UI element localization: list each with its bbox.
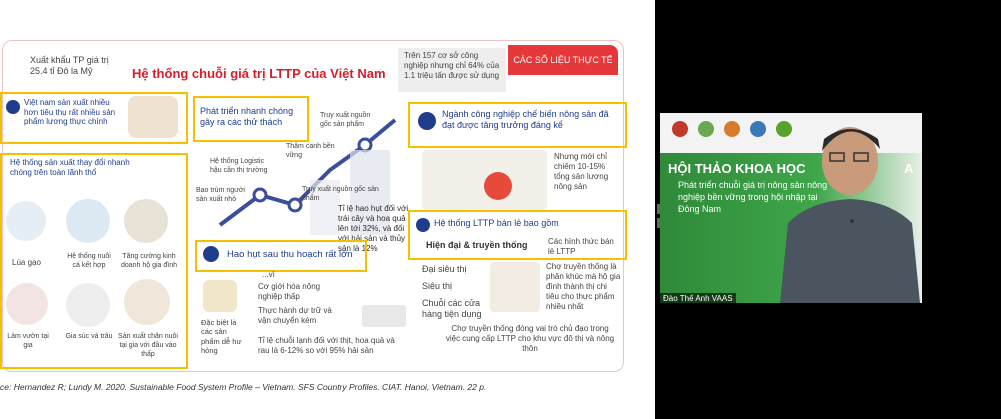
factory-icon (418, 112, 436, 130)
retail-hypermarket: Đại siêu thị (422, 264, 467, 274)
logo-2-icon (698, 121, 714, 137)
market-role-text: Chợ truyền thống đóng vai trò chủ đạo trong việc cung cấp LTTP cho khu vực đô thị và nông thôn (445, 324, 615, 353)
rice-label: Lúa gạo (12, 258, 41, 267)
modern-traditional-text: Hiện đại & truyền thống (426, 240, 528, 250)
traceability-label: Truy xuất nguồn gốc sản phẩm (320, 112, 371, 128)
garden-label: Làm vườn tại gia (7, 333, 49, 349)
logo-1-icon (672, 121, 688, 137)
aquaculture-label: Hệ thống nuôi cá kết hợp (67, 253, 111, 269)
left-top-box (0, 92, 188, 144)
node-traceability (359, 139, 371, 151)
loss-rate-text: Tỉ lệ hao hụt đối với trái cây và hoa quả lên tới 32%, và đối với hải sản và thủy sản là 12% (338, 204, 409, 253)
special-products-text: Đặc biệt là các sản phẩm dễ hư hỏng (201, 318, 242, 356)
truck-icon (362, 305, 406, 327)
rice-bowl-icon (128, 96, 178, 138)
reason-mechanization: Cơ giới hóa nông nghiệp thấp (258, 282, 321, 301)
people-icon (124, 199, 168, 243)
farmer-icon (124, 279, 170, 325)
speaker-shirt (780, 199, 920, 303)
household-label: Tăng cường kinh doanh hộ gia đình (120, 253, 178, 269)
slide-title: Hệ thống chuỗi giá trị LTTP của Việt Nam (132, 66, 386, 81)
market-stall-icon (490, 262, 540, 312)
right-mid-box (408, 210, 627, 260)
reason-storage: Thực hành dự trữ và vận chuyển kém (258, 306, 332, 325)
microphone-icon (850, 219, 854, 223)
other-forms-text: Các hình thức bán lẻ LTTP (548, 237, 614, 256)
retail-supermarket: Siêu thị (422, 281, 453, 291)
node-logistics (289, 199, 301, 211)
center-top-text: Phát triển nhanh chóng gây ra các thử thách (200, 106, 294, 127)
left-mid-text: Hệ thống sản xuất thay đổi nhanh chóng trên toàn lãnh thổ (10, 158, 130, 177)
loss-reasons-head: ...vì (262, 270, 275, 279)
speaker-figure (770, 113, 922, 303)
apple-icon (484, 172, 512, 200)
buffalo-icon (66, 283, 110, 327)
center-bottom-box (195, 240, 367, 272)
real-data-tag: CÁC SỐ LIỆU THỰC TẾ (508, 45, 618, 75)
logistics-label: Hệ thống Logistic hậu cần thị trường (210, 158, 268, 174)
processing-share-text: Nhưng mới chỉ chiếm 10-15% tổng sản lượng nông sản (554, 152, 609, 191)
logo-4-icon (750, 121, 766, 137)
factories-text: Trên 157 cơ sở công nghiệp nhưng chỉ 64% của 1.1 triệu tấn được sử dụng (404, 51, 500, 80)
competition-label: Thâm canh bền vững (286, 143, 335, 159)
seminar-heading: HỘI THẢO KHOA HỌC (668, 161, 806, 176)
greenhouse-icon (6, 283, 48, 325)
fish-icon (66, 199, 110, 243)
right-mid-text: Hệ thống LTTP bán lẻ bao gồm (434, 218, 559, 228)
seminar-subtitle: Phát triển chuỗi giá trị nông sản nông nghiệp bền vững trong hội nhập tại Đông Nam (678, 180, 828, 215)
seminar-heading-tail: A (904, 161, 914, 176)
smallholder-label: Bao trùm người sản xuất nhỏ (196, 187, 245, 203)
processing-industry-graphic (422, 150, 547, 210)
right-top-box (408, 102, 627, 148)
info-icon (6, 100, 20, 114)
trace2-label: Truy xuất nguồn gốc sản phẩm (302, 186, 379, 202)
right-top-text: Ngành công nghiệp chế biến nông sản đã đạt được tăng trưởng đáng kể (442, 109, 609, 130)
left-top-text: Việt nam sản xuất nhiều hơn tiêu thụ rất nhiều sản phẩm lương thực chính (24, 98, 116, 127)
harvest-icon (203, 246, 219, 262)
reason-cold-chain: Tỉ lệ chuỗi lạnh đối với thịt, hoa quả và rau là 6-12% so với 95% hải sản (258, 336, 395, 355)
smallscale-label: Sản xuất chăn nuôi tại gia với đầu vào thấp (118, 333, 178, 358)
store-icon (416, 218, 430, 232)
retail-convenience: Chuỗi các cửa hàng tiện dụng (422, 298, 482, 320)
video-tile[interactable] (660, 113, 922, 303)
factories-box (398, 48, 506, 92)
traditional-market-text: Chợ truyền thống là phân khúc mà hộ gia đình thành thị chi tiêu cho thực phẩm nhiều nhất (546, 262, 621, 311)
left-mid-box (0, 153, 188, 369)
produce-basket-icon (203, 280, 237, 312)
livestock-label: Gia súc và trâu (65, 333, 113, 340)
source-citation: ce: Hernandez R; Lundy M. 2020. Sustainable Food System Profile – Vietnam. SFS Country Profiles. CIAT. Hanoi, Vietnam. 22 p. (0, 382, 487, 392)
rice-field-icon (6, 201, 46, 241)
export-value-text: Xuất khẩu TP giá trị 25.4 tỉ Đô la Mỹ (30, 55, 109, 77)
node-smallholder (254, 189, 266, 201)
logo-3-icon (724, 121, 740, 137)
participant-name-label: Đào Thế Anh VAAS (660, 293, 736, 304)
center-bottom-text: Hao hụt sau thu hoạch rất lớn (227, 249, 353, 260)
